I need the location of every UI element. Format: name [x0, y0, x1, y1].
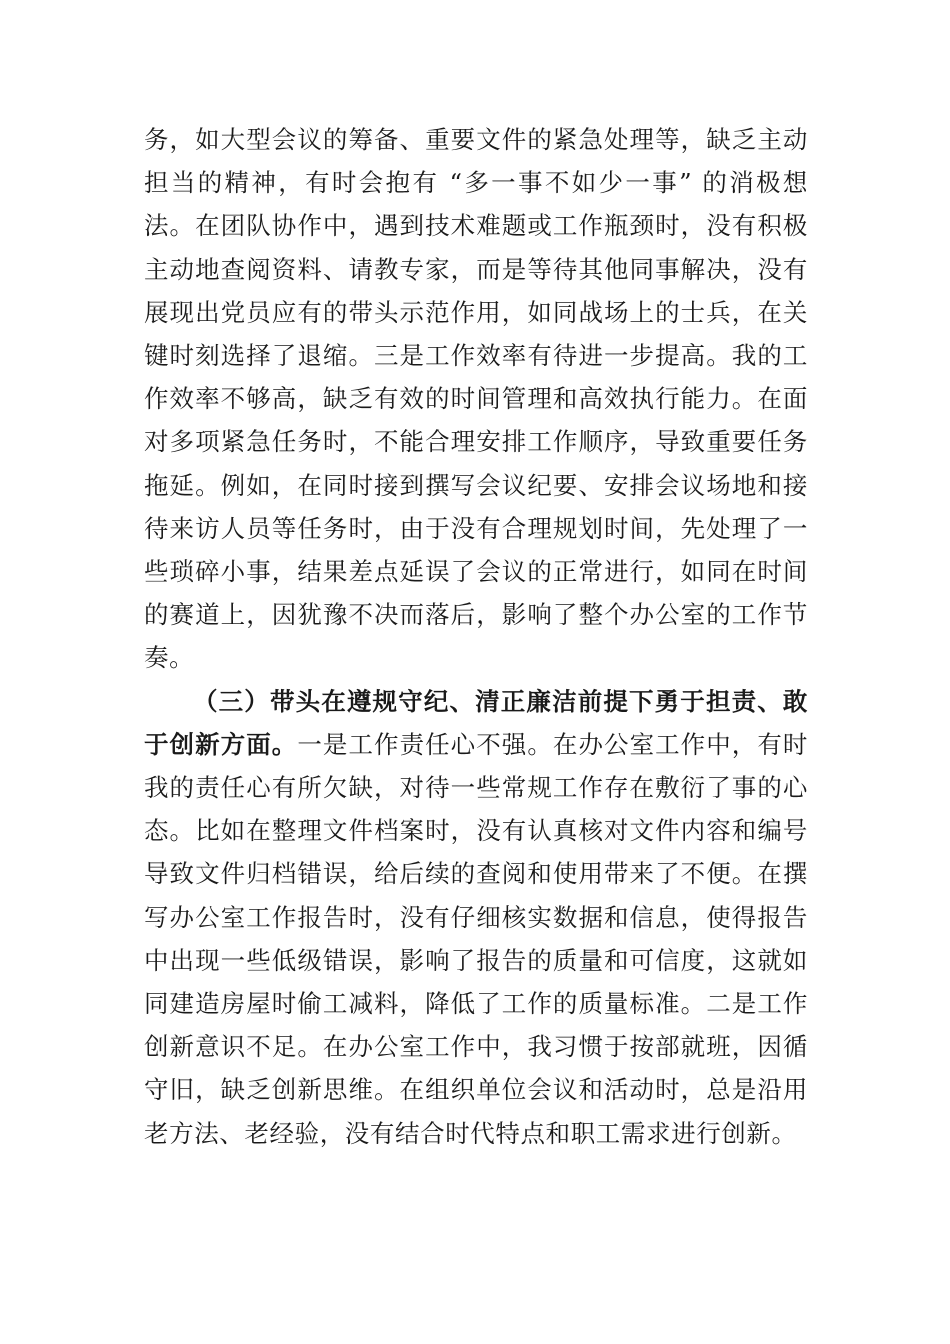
- paragraph-continued: 务，如大型会议的筹备、重要文件的紧急处理等，缺乏主动担当的精神，有时会抱有 “多一事不如少一事” 的消极想法。在团队协作中，遇到技术难题或工作瓶颈时，没有积极主动地查阅资料、请教专家，而是等待其他同事解决，没有展现出党员应有的带头示范作用，如同战场上的士兵，在关键时刻选择了退缩。三是工作效率有待进一步提高。我的工作效率不够高，缺乏有效的时间管理和高效执行能力。在面对多项紧急任务时，不能合理安排工作顺序，导致重要任务拖延。例如，在同时接到撰写会议纪要、安排会议场地和接待来访人员等任务时，由于没有合理规划时间，先处理了一些琐碎小事，结果差点延误了会议的正常进行，如同在时间的赛道上，因犹豫不决而落后，影响了整个办公室的工作节奏。: [144, 125, 808, 673]
- paragraph-section-three: [144, 680, 808, 1155]
- document-body: [144, 118, 808, 1155]
- section-heading: （三）带头在遵规守纪、清正廉洁前提下勇于担责、敢于创新方面。: [144, 686, 808, 759]
- section-body-text: 一是工作责任心不强。在办公室工作中，有时我的责任心有所欠缺，对待一些常规工作存在敷衍了事的心态。比如在整理文件档案时，没有认真核对文件内容和编号导致文件归档错误，给后续的查阅和使用带来了不便。在撰写办公室工作报告时，没有仔细核实数据和信息，使得报告中出现一些低级错误，影响了报告的质量和可信度，这就如同建造房屋时偷工减料，降低了工作的质量标准。二是工作创新意识不足。在办公室工作中，我习惯于按部就班，因循守旧，缺乏创新思维。在组织单位会议和活动时，总是沿用老方法、老经验，没有结合时代特点和职工需求进行创新。: [144, 729, 808, 1148]
